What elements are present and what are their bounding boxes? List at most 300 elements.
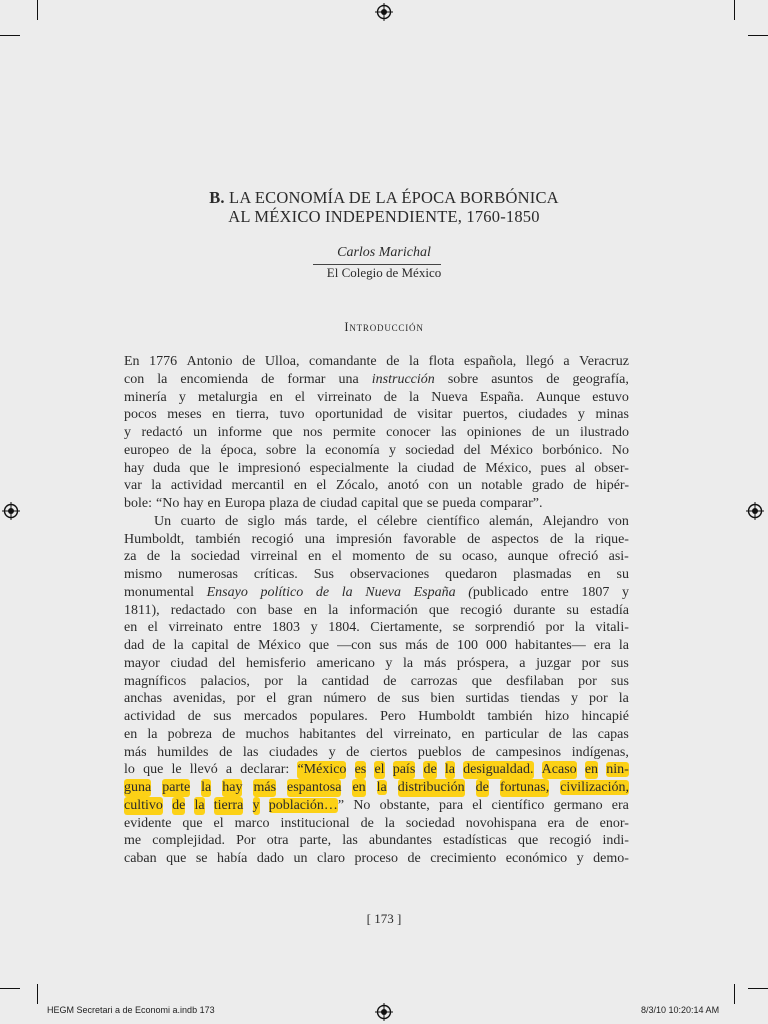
word: nos: [303, 425, 323, 440]
word: y: [385, 655, 393, 671]
crop-mark-top-left: [37, 0, 38, 20]
word: Antonio: [186, 354, 233, 369]
word: y: [178, 389, 186, 405]
word: parte,: [299, 833, 332, 849]
word: la: [341, 584, 353, 600]
text-line: [124, 744, 629, 762]
word: de: [242, 354, 256, 369]
crop-mark-top-right-h: [748, 35, 768, 36]
word: de: [423, 762, 437, 778]
word: de: [360, 815, 374, 831]
word: siglo: [247, 513, 275, 529]
word: asi-: [608, 549, 629, 565]
word: más: [405, 638, 428, 653]
word: germano: [553, 797, 603, 813]
word: (publicado: [468, 584, 529, 600]
text-line: [124, 708, 629, 726]
word: un: [457, 478, 472, 494]
word: ciudad: [170, 655, 208, 671]
word: se: [426, 496, 439, 511]
word: el: [213, 815, 224, 831]
word: las: [440, 425, 457, 440]
text-line: [124, 779, 629, 797]
word: la: [384, 815, 395, 831]
word: en: [352, 780, 366, 795]
word: sus: [379, 638, 398, 653]
word: impresionó: [237, 460, 301, 476]
word: 100: [456, 638, 478, 653]
registration-mark-icon: [2, 502, 20, 520]
word: España.: [479, 389, 524, 405]
word: avenidas,: [173, 691, 226, 707]
word: críticas.: [253, 567, 298, 582]
word: capital: [191, 638, 229, 653]
word: var: [124, 478, 142, 494]
crop-mark-bottom-left: [37, 984, 38, 1004]
crop-mark-bottom-right-h: [748, 988, 768, 989]
page-number: [ 173 ]: [366, 911, 402, 926]
word: habitantes—: [514, 638, 586, 653]
word: observaciones: [349, 567, 430, 582]
word: sus: [611, 673, 629, 689]
word: a: [563, 354, 570, 369]
word: de: [377, 691, 391, 707]
word: declarar:: [240, 762, 290, 778]
word: la: [151, 478, 162, 494]
word: tiendas: [520, 691, 560, 707]
word: ocaso,: [461, 549, 498, 565]
word: que: [272, 425, 293, 440]
word: quedaron: [445, 567, 498, 582]
word: de: [222, 726, 236, 742]
word: novohispana: [465, 815, 537, 831]
word: y: [576, 851, 584, 866]
word: la: [403, 655, 414, 671]
word: con: [428, 478, 449, 494]
word: numerosas: [178, 567, 238, 582]
text-line: [124, 655, 629, 673]
word: las: [242, 744, 259, 760]
word: mercados: [243, 709, 298, 724]
word: carrozas: [410, 673, 458, 689]
word: en: [584, 762, 599, 778]
word: Veracruz: [579, 354, 629, 369]
word: humildes: [157, 744, 209, 760]
word: virreinato: [168, 620, 223, 636]
word: que: [189, 460, 210, 476]
word: de: [475, 780, 489, 795]
text-line: [124, 424, 629, 442]
text-line: [124, 353, 629, 371]
text-line: [124, 832, 629, 850]
word: claro: [317, 851, 345, 866]
word: complejidad.: [152, 833, 225, 849]
registration-mark-icon: [746, 502, 764, 520]
word: la: [173, 638, 184, 653]
word: y: [328, 744, 336, 760]
word: de: [548, 726, 562, 742]
word: estadísticas: [443, 833, 507, 849]
word: llegó: [525, 354, 554, 369]
word: particular: [484, 726, 539, 742]
word: en: [587, 567, 601, 582]
word: alemán,: [489, 513, 534, 529]
word: en: [124, 620, 138, 636]
word: científico: [426, 513, 480, 529]
word: sobre: [447, 371, 479, 387]
word: española,: [463, 354, 517, 369]
text-line: [124, 406, 629, 424]
word: económico: [505, 851, 568, 866]
word: de: [415, 549, 429, 565]
word: palacios,: [200, 673, 250, 689]
word: de: [146, 549, 161, 565]
word: Pero: [380, 709, 406, 724]
slug-filename: HEGM Secretari a de Economi a.indb 173: [47, 1005, 215, 1015]
word: ilustrado: [579, 425, 629, 440]
word: capital: [361, 496, 399, 511]
word: con: [124, 371, 145, 387]
word: cantidad: [321, 673, 369, 689]
word: para: [438, 797, 464, 813]
word: la: [409, 389, 420, 405]
body-text: [124, 353, 629, 868]
word: era: [611, 797, 629, 813]
text-line: [124, 690, 629, 708]
word: magníficos: [124, 673, 187, 689]
word: de: [225, 513, 239, 529]
word: en: [207, 496, 221, 511]
text-line: [124, 797, 629, 815]
word: hay: [183, 496, 204, 511]
word: la: [444, 762, 455, 778]
word: también: [195, 531, 241, 547]
word: aunque: [507, 549, 549, 565]
word: sobre: [266, 442, 297, 458]
word: En: [124, 354, 140, 369]
word: que: [471, 673, 492, 689]
text-line: [124, 477, 629, 495]
word: y: [252, 797, 260, 813]
text-line: [124, 531, 629, 549]
word: la: [194, 797, 205, 813]
word: virreinato,: [393, 726, 452, 742]
word: entre: [540, 584, 569, 600]
text-line: [124, 815, 629, 833]
word: sociedad: [405, 442, 455, 458]
word: base: [267, 602, 293, 618]
word: la: [201, 442, 212, 458]
word: la: [157, 371, 168, 387]
text-line: [124, 460, 629, 478]
word: informe: [217, 425, 262, 440]
word: de: [407, 851, 421, 866]
word: y: [622, 584, 629, 600]
word: estuvo: [592, 389, 629, 405]
word: dado: [256, 851, 285, 866]
word: de: [549, 531, 564, 547]
word: le: [171, 762, 182, 778]
word: monumental: [124, 584, 194, 600]
text-line: [124, 495, 629, 513]
word: una: [338, 371, 359, 387]
word: por: [236, 691, 256, 707]
word: México: [258, 638, 301, 653]
word: Sus: [313, 567, 334, 582]
text-line: [124, 619, 629, 637]
word: hincapié: [581, 709, 629, 724]
word: información: [349, 602, 418, 618]
word: ciudades: [518, 407, 568, 423]
word: obstante,: [379, 797, 430, 813]
word: que: [182, 815, 203, 831]
word: ofreció: [558, 549, 599, 565]
word: de: [463, 460, 477, 476]
word: capas: [597, 726, 629, 742]
word: nin-: [606, 762, 629, 778]
word: por: [264, 673, 283, 689]
crop-mark-bottom-left-h: [0, 988, 20, 989]
author-name: Carlos Marichal: [337, 245, 431, 260]
word: formar: [287, 371, 326, 387]
word: europeo: [124, 442, 170, 458]
word: hay: [124, 460, 145, 476]
word: por: [578, 673, 597, 689]
word: gran: [287, 691, 313, 707]
word: mayor: [124, 655, 160, 671]
chapter-heading: [0, 188, 768, 208]
word: 1811),: [124, 602, 160, 618]
word: recogió: [549, 833, 592, 849]
word: de: [546, 371, 560, 387]
word: obser-: [594, 460, 629, 476]
word: espantosa: [287, 780, 342, 795]
word: proceso: [354, 851, 399, 866]
word: Aunque: [535, 389, 581, 405]
word: encomienda: [180, 371, 249, 387]
word: mismo: [124, 567, 163, 582]
word: y: [310, 620, 318, 636]
word: próspera,: [456, 655, 509, 671]
text-line: [124, 389, 629, 407]
word: hizo: [544, 709, 570, 724]
word: parte: [162, 780, 191, 795]
crop-mark-top-right: [734, 0, 735, 20]
word: el: [316, 478, 327, 494]
text-line: [124, 566, 629, 584]
word: el: [472, 797, 483, 813]
text-line: [124, 602, 629, 620]
word: me: [124, 833, 142, 849]
word: desfilaban: [506, 673, 564, 689]
word: y: [124, 425, 131, 440]
word: actividad: [124, 709, 176, 724]
word: de: [172, 797, 186, 813]
word: estadía: [590, 602, 629, 618]
word: metalurgia: [197, 389, 258, 405]
word: de: [236, 638, 251, 653]
word: la: [574, 620, 585, 636]
word: su: [566, 602, 579, 618]
word: americano: [316, 655, 375, 671]
word: populares.: [309, 709, 368, 724]
word: hemisferio: [246, 655, 306, 671]
word: comparar”.: [479, 496, 543, 511]
word: habitantes: [299, 726, 356, 742]
word: de: [187, 709, 201, 724]
word: más: [284, 513, 307, 529]
word: oportunidad: [315, 407, 383, 423]
word: ciertos: [369, 744, 408, 760]
word: la: [201, 780, 212, 795]
word: sociedad: [405, 815, 455, 831]
word: No: [611, 442, 629, 458]
word: una: [304, 531, 325, 547]
word: el: [294, 389, 306, 405]
word: de: [471, 744, 486, 760]
word: von: [607, 513, 629, 529]
word: en: [461, 726, 475, 742]
word: distribución: [397, 780, 465, 795]
word: lo: [124, 762, 135, 778]
word: el: [266, 691, 277, 707]
word: Ulloa,: [264, 354, 300, 369]
section-title: Introducción: [344, 320, 424, 334]
word: sorprendió: [475, 620, 535, 636]
text-line: [124, 761, 629, 779]
text-line: [124, 371, 629, 389]
word: Ensayo: [206, 584, 248, 600]
word: institucional: [280, 815, 350, 831]
word: ciudades: [269, 744, 318, 760]
word: la: [147, 726, 158, 742]
word: por: [545, 620, 565, 636]
word: la: [328, 602, 339, 618]
word: había: [217, 851, 248, 866]
word: de: [261, 371, 275, 387]
word: un: [293, 851, 308, 866]
word: redactó: [141, 425, 183, 440]
word: época,: [220, 442, 257, 458]
word: campesinos: [495, 744, 562, 760]
word: dad: [124, 638, 145, 653]
word: la: [618, 691, 629, 707]
word: redactado: [170, 602, 226, 618]
word: de: [575, 815, 589, 831]
word: España: [413, 584, 456, 600]
chapter-heading-line-2: [0, 207, 768, 227]
word: pueda: [442, 496, 476, 511]
word: abundantes: [368, 833, 432, 849]
heading-prefix: B.: [209, 188, 225, 207]
word: más: [253, 780, 277, 795]
word: la: [297, 673, 308, 689]
word: se: [195, 851, 208, 866]
word: el: [147, 620, 158, 636]
word: civilización,: [560, 780, 629, 795]
word: cuarto: [180, 513, 216, 529]
word: la: [305, 442, 316, 458]
word: Nueva: [365, 584, 401, 600]
word: asuntos: [491, 371, 534, 387]
word: el: [331, 549, 342, 565]
word: muchos: [245, 726, 290, 742]
word: bole:: [124, 496, 152, 511]
word: y: [577, 407, 585, 423]
word: borbónico.: [542, 442, 603, 458]
word: enor-: [599, 815, 629, 831]
slug-timestamp: 8/3/10 10:20:14 AM: [641, 1005, 720, 1015]
word: del: [366, 726, 384, 742]
word: pueblos: [417, 744, 462, 760]
word: minas: [595, 407, 629, 423]
word: en: [212, 407, 226, 423]
word: actividad: [170, 478, 223, 494]
word: recogió: [460, 602, 503, 618]
word: evidente: [124, 815, 172, 831]
text-line: [124, 726, 629, 744]
word: cultivo: [124, 797, 163, 813]
word: número: [323, 691, 367, 707]
word: de: [435, 638, 449, 653]
word: aspectos: [491, 531, 539, 547]
word: México: [490, 442, 533, 458]
word: indígenas,: [571, 744, 629, 760]
word: comandante: [309, 354, 377, 369]
word: de: [386, 354, 400, 369]
word: Acaso: [541, 762, 577, 778]
word: duda: [153, 460, 181, 476]
word: vitali-: [595, 620, 629, 636]
word: el: [374, 762, 385, 778]
word: permite: [332, 425, 376, 440]
text-line: [124, 584, 629, 602]
word: juzgar: [536, 655, 572, 671]
word: desigualdad.: [463, 762, 534, 778]
word: momento: [352, 549, 406, 565]
text-line: [124, 637, 629, 655]
word: anchas: [124, 691, 163, 707]
word: su: [616, 567, 629, 582]
word: Ciertamente,: [370, 620, 443, 636]
word: el: [357, 513, 368, 529]
word: marco: [234, 815, 270, 831]
word: célebre: [376, 513, 418, 529]
word: en: [269, 389, 283, 405]
word: la: [397, 460, 408, 476]
word: que: [143, 762, 164, 778]
crop-mark-top-left-h: [0, 35, 20, 36]
registration-mark-icon: [375, 1003, 393, 1021]
word: —con: [337, 638, 372, 653]
word: puertos,: [462, 407, 508, 423]
word: “México: [297, 762, 347, 778]
word: mercantil: [231, 478, 285, 494]
crop-mark-bottom-right: [734, 984, 735, 1004]
word: de: [531, 425, 546, 440]
word: opiniones: [466, 425, 522, 440]
word: Humboldt,: [124, 531, 185, 547]
word: hipér-: [595, 478, 629, 494]
word: instrucción: [371, 371, 435, 387]
word: del: [218, 655, 236, 671]
word: demo-: [593, 851, 629, 866]
word: favorable: [403, 531, 456, 547]
word: de: [178, 442, 192, 458]
word: meses: [167, 407, 202, 423]
word: por: [589, 691, 608, 707]
word: durante: [513, 602, 556, 618]
